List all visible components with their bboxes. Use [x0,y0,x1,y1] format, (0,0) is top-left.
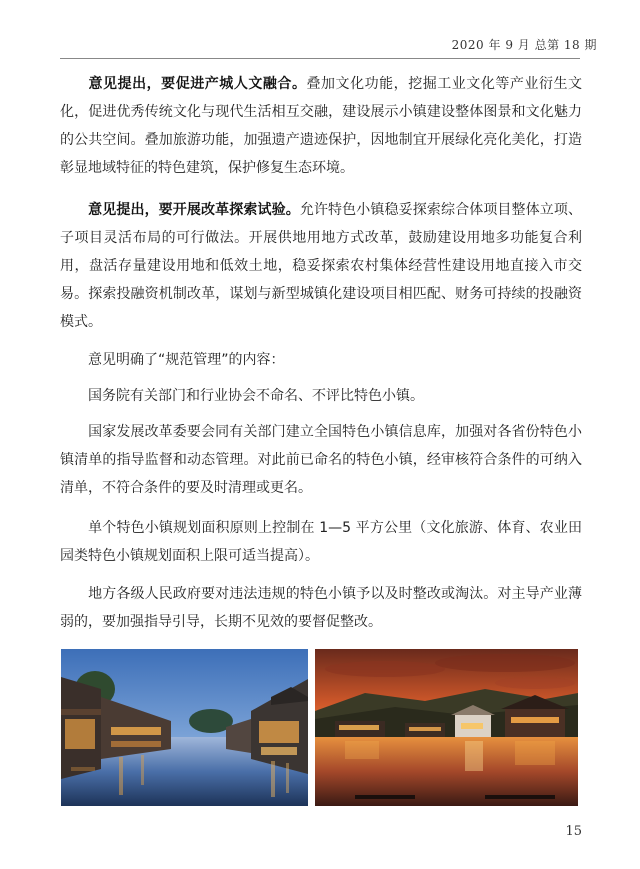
lakeside-sunset-photo [315,649,578,806]
paragraph-rectification [60,580,582,636]
paragraph-reform-pilot [60,196,582,336]
paragraph-lead: 意见提出，要促进产城人文融合。 [88,76,307,92]
paragraph-culture-integration [60,70,582,182]
paragraph-body: 国家发展改革委要会同有关部门建立全国特色小镇信息库，加强对各省份特色小镇清单的指导监督和动态管理。对此前已命名的特色小镇，经审核符合条件的可纳入清单，不符合条件的要及时清理或更名。 [60,424,582,496]
paragraph-body: 国务院有关部门和行业协会不命名、不评比特色小镇。 [88,388,424,404]
header-divider [60,58,580,59]
paragraph-body: 允许特色小镇稳妥探索综合体项目整体立项、子项目灵活布局的可行做法。开展供地用地方式改革，鼓励建设用地多功能复合利用，盘活存量建设用地和低效土地，稳妥探索农村集体经营性建设用地直接入市交易。探索投融资机制改革，谋划与新型城镇化建设项目相匹配、财务可持续的投融资模式。 [60,202,582,330]
paragraph-database [60,418,582,502]
issue-header: 2020 年 9 月 总第 18 期 [451,38,597,52]
paragraph-body: 意见明确了“规范管理”的内容： [88,352,285,368]
paragraph-no-naming [60,382,582,410]
paragraph-body: 地方各级人民政府要对违法违规的特色小镇予以及时整改或淘汰。对主导产业薄弱的，要加强指导引导，长期不见效的要督促整改。 [60,586,582,630]
paragraph-body: 单个特色小镇规划面积原则上控制在 1—5 平方公里（文化旅游、体育、农业田园类特色小镇规划面积上限可适当提高）。 [60,520,582,564]
paragraph-management-intro [60,346,582,374]
page-number: 15 [565,824,582,839]
paragraph-body: 叠加文化功能，挖掘工业文化等产业衍生文化，促进优秀传统文化与现代生活相互交融，建设展示小镇建设整体图景和文化魅力的公共空间。叠加旅游功能，加强遗产遗迹保护，因地制宜开展绿化亮化美化，打造彰显地域特征的特色建筑，保护修复生态环境。 [60,76,583,176]
water-town-canal-photo [61,649,308,806]
paragraph-lead: 意见提出，要开展改革探索试验。 [88,202,300,218]
paragraph-area-limit [60,514,582,570]
